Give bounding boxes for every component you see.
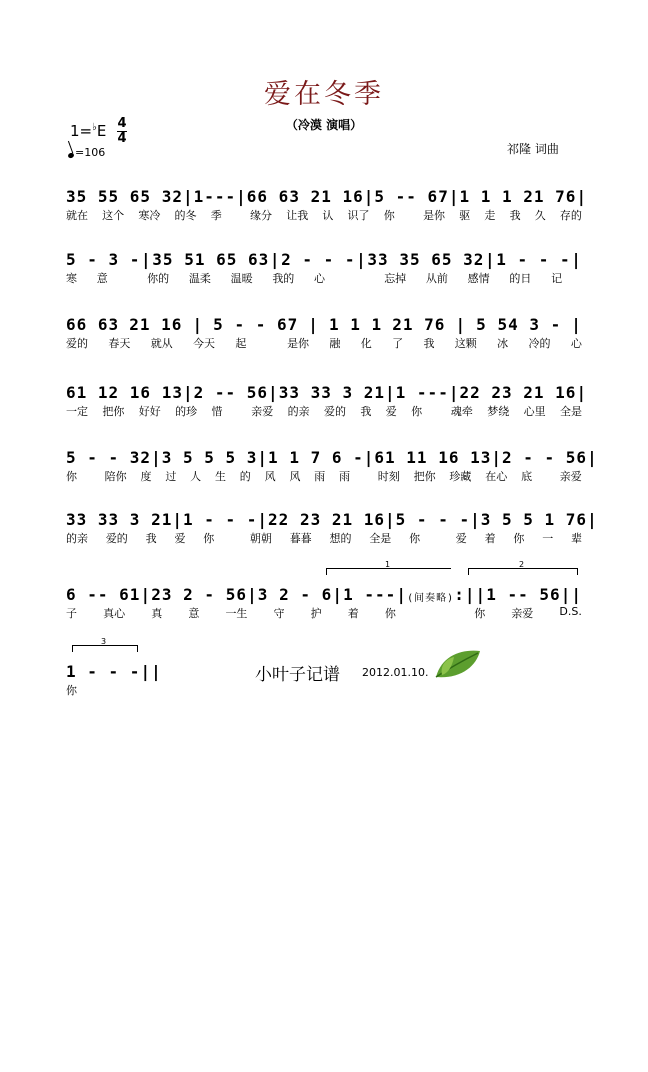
note-group: 1 1 7 6 -	[268, 448, 364, 467]
volta-bracket	[468, 560, 578, 575]
lyric-syllable: 在心	[485, 470, 508, 483]
note-group: 5 - - 32	[66, 448, 152, 467]
lyric-syllable: 一生	[225, 607, 248, 620]
lyric-syllable: 生	[214, 470, 226, 483]
lyrics-row	[66, 468, 582, 484]
leaf-icon	[432, 645, 484, 687]
lyric-syllable: 一	[542, 532, 554, 545]
lyric-syllable: 认	[322, 209, 334, 222]
note-group: 2 -- 56	[193, 383, 269, 402]
lyric-syllable: 寒冷	[138, 209, 161, 222]
lyric-syllable: 风	[289, 470, 301, 483]
lyric-syllable: 心	[314, 272, 326, 285]
note-group: 5 - - 67	[213, 315, 299, 334]
lyric-syllable: 是你	[423, 209, 446, 222]
lyric-syllable: 过	[165, 470, 177, 483]
key-signature: 1=♭E	[70, 122, 107, 140]
barline: |	[485, 250, 496, 269]
volta-number: 1	[385, 560, 391, 569]
note-group: 21 16	[129, 315, 183, 334]
lyric-syllable: 缘分	[250, 209, 273, 222]
lyric-syllable: 暮暮	[289, 532, 312, 545]
note-group: 5 -- 67	[374, 187, 449, 206]
lyric-syllable: 一定	[66, 405, 88, 418]
lyric-syllable: 感情	[467, 272, 490, 285]
note-group: 1 ---	[395, 383, 449, 402]
lyric-syllable: 的冬	[174, 209, 197, 222]
song-title: 爱在冬季	[264, 79, 384, 110]
notation-row	[66, 243, 582, 269]
note-group: 2 - - 56	[502, 448, 588, 467]
lyric-syllable: 把你	[102, 405, 125, 418]
lyric-syllable: 雨	[314, 470, 326, 483]
volta-bracket	[72, 637, 138, 652]
barline: |	[576, 187, 588, 206]
lyric-syllable: 亲爱	[511, 607, 534, 620]
lyric-syllable: 温暖	[230, 272, 253, 285]
lyric-syllable: 我	[509, 209, 521, 222]
lyric-syllable: D.S.	[559, 605, 582, 618]
lyric-syllable: 真	[151, 607, 163, 620]
singer-credit: （冷漠 演唱）	[285, 118, 363, 132]
note-group: 3 5 5 1 76	[480, 510, 588, 529]
note-group: 21 76	[392, 315, 446, 334]
note-group: 1 - - -	[496, 250, 571, 269]
note-group: 33 33 3 21	[66, 510, 173, 529]
lyric-syllable: 雨	[339, 470, 351, 483]
lyric-syllable: 的亲	[287, 405, 310, 418]
lyric-syllable: 全是	[560, 405, 582, 418]
volta-number: 3	[101, 637, 107, 646]
barline: |	[182, 383, 194, 402]
lyric-syllable: 我的	[272, 272, 295, 285]
volta-number: 2	[519, 560, 525, 569]
lyric-syllable: 守	[273, 607, 285, 620]
lyric-syllable: 冰	[497, 337, 509, 350]
lyric-syllable: 着	[484, 532, 496, 545]
barline: |	[356, 250, 367, 269]
lyric-syllable: 朝朝	[249, 532, 272, 545]
lyric-syllable: 爱的	[324, 405, 346, 418]
notation-row	[66, 503, 598, 529]
lyric-syllable: 护	[310, 607, 322, 620]
note-group: 22 23 21 16	[268, 510, 386, 529]
barline: |	[247, 585, 258, 604]
lyric-syllable: 识了	[347, 209, 370, 222]
lyric-syllable: 魂牵	[450, 405, 473, 418]
lyric-syllable: 寒	[66, 272, 77, 285]
notation-row	[66, 655, 162, 681]
barline: |	[455, 315, 467, 334]
note-group: 2 - - -	[281, 250, 356, 269]
lyric-syllable: 你	[409, 532, 421, 545]
lyric-syllable: 辈	[571, 532, 582, 545]
lyric-syllable: 了	[392, 337, 404, 350]
lyric-syllable: 珍藏	[449, 470, 472, 483]
note-group: 3 5 5 5 3	[161, 448, 258, 467]
note-group: 5 - 3 -	[66, 250, 141, 269]
lyric-syllable: 意	[188, 607, 200, 620]
transcriber-signature: 小叶子记谱	[255, 665, 340, 685]
barline: |	[332, 585, 343, 604]
note-group: 1 - - -	[66, 662, 141, 681]
lyric-syllable: 冷的	[528, 337, 551, 350]
volta-bracket	[326, 560, 451, 575]
lyric-syllable: 亲爱	[559, 470, 582, 483]
lyric-syllable: 久	[534, 209, 546, 222]
notation-row	[66, 376, 588, 402]
lyric-syllable: 的珍	[175, 405, 198, 418]
lyric-syllable: 我	[423, 337, 435, 350]
lyrics-row	[66, 682, 86, 698]
barline: |	[385, 383, 396, 402]
lyric-syllable: 爱	[174, 532, 186, 545]
note-group: 33 33 3 21	[278, 383, 386, 402]
barline: |	[470, 510, 481, 529]
lyric-syllable: 的日	[509, 272, 532, 285]
note-group: 1---	[193, 187, 237, 206]
lyric-syllable: 好好	[138, 405, 161, 418]
lyric-syllable: 你的	[147, 272, 170, 285]
note-group: 1 ---	[343, 585, 397, 604]
lyric-syllable: 春天	[108, 337, 131, 350]
lyric-syllable: 陪你	[104, 470, 127, 483]
lyric-syllable: 想的	[329, 532, 352, 545]
barline: |	[587, 510, 598, 529]
barline: |	[141, 250, 152, 269]
note-group: 1 1 1	[329, 315, 383, 334]
note-group: 1 -- 56	[486, 585, 561, 604]
barline: |	[491, 448, 502, 467]
lyric-syllable: 底	[521, 470, 533, 483]
lyric-syllable: 从前	[425, 272, 448, 285]
note-group: 22 23 21 16	[459, 383, 577, 402]
notation-row	[66, 441, 598, 467]
barline: |	[257, 448, 269, 467]
lyric-syllable: 梦绕	[487, 405, 510, 418]
lyric-syllable: 心里	[523, 405, 546, 418]
lyric-syllable: 全是	[369, 532, 392, 545]
note-group: 66 63 21 16	[246, 187, 364, 206]
lyric-syllable: 驱	[459, 209, 471, 222]
barline: ||	[560, 585, 582, 604]
lyric-syllable: 真心	[103, 607, 126, 620]
barline: |	[192, 315, 204, 334]
note-group: 3 2 - 6	[257, 585, 333, 604]
barline: |	[268, 383, 279, 402]
barline: |	[269, 250, 281, 269]
barline: ||	[140, 662, 162, 681]
barline: |	[182, 187, 194, 206]
lyric-syllable: 爱	[455, 532, 467, 545]
lyrics-row	[66, 207, 582, 223]
barline: |	[576, 383, 588, 402]
lyric-syllable: 子	[66, 607, 77, 620]
lyric-syllable: 你	[66, 470, 77, 483]
lyric-syllable: 是你	[287, 337, 310, 350]
lyric-syllable: 你	[66, 684, 77, 697]
composer-credit: 祁隆 词曲	[507, 142, 559, 156]
lyric-syllable: 的亲	[66, 532, 88, 545]
note-group: (间奏略)	[407, 593, 455, 604]
barline: |	[571, 250, 582, 269]
lyrics-row	[66, 403, 582, 419]
barline: |	[257, 510, 269, 529]
note-group: 35 55 65 32	[66, 187, 183, 206]
tempo-marking: =106	[68, 146, 105, 159]
lyric-syllable: 时刻	[377, 470, 400, 483]
note-group: 61 11 16 13	[374, 448, 492, 467]
lyric-syllable: 温柔	[188, 272, 211, 285]
barline: |	[172, 510, 183, 529]
lyric-syllable: 你	[203, 532, 215, 545]
note-group: 61 12 16 13	[66, 383, 183, 402]
lyric-syllable: 你	[513, 532, 525, 545]
lyric-syllable: 的	[239, 470, 251, 483]
lyric-syllable: 我	[360, 405, 372, 418]
lyric-syllable: 忘掉	[384, 272, 407, 285]
notation-row	[66, 180, 588, 206]
lyric-syllable: 你	[474, 607, 486, 620]
lyric-syllable: 着	[347, 607, 359, 620]
barline: |	[308, 315, 319, 334]
lyric-syllable: 风	[264, 470, 276, 483]
lyric-syllable: 把你	[413, 470, 436, 483]
lyric-syllable: 存的	[559, 209, 582, 222]
barline: |	[571, 315, 582, 334]
lyric-syllable: 这颗	[454, 337, 477, 350]
lyric-syllable: 化	[360, 337, 372, 350]
barline: |	[151, 448, 162, 467]
lyric-syllable: 融	[329, 337, 341, 350]
lyric-syllable: 就在	[66, 209, 88, 222]
lyric-syllable: 度	[140, 470, 152, 483]
barline: |	[236, 187, 247, 206]
lyrics-row	[66, 530, 582, 546]
lyric-syllable: 我	[145, 532, 157, 545]
lyric-syllable: 爱的	[105, 532, 128, 545]
lyric-syllable: 起	[235, 337, 247, 350]
note-group: 1 - - -	[182, 510, 258, 529]
note-group: 5 - - -	[395, 510, 471, 529]
barline: |	[448, 187, 460, 206]
lyric-syllable: 让我	[286, 209, 309, 222]
lyric-syllable: 爱	[385, 405, 397, 418]
lyric-syllable: 爱的	[66, 337, 88, 350]
lyric-syllable: 季	[210, 209, 222, 222]
quarter-note-icon	[67, 152, 74, 159]
lyric-syllable: 心	[570, 337, 582, 350]
barline: |	[140, 585, 152, 604]
barline: :||	[454, 585, 487, 604]
note-group: 66 63	[66, 315, 120, 334]
lyric-syllable: 你	[411, 405, 423, 418]
transcribe-date: 2012.01.10.	[362, 666, 429, 679]
note-group: 6 -- 61	[66, 585, 141, 604]
lyric-syllable: 就从	[150, 337, 173, 350]
barline: |	[396, 585, 407, 604]
lyrics-row	[66, 335, 582, 351]
lyric-syllable: 亲爱	[251, 405, 274, 418]
barline: |	[363, 448, 375, 467]
note-group: 35 51 65 63	[152, 250, 270, 269]
lyric-syllable: 你	[383, 209, 395, 222]
note-group: 23 2 - 56	[151, 585, 247, 604]
barline: |	[587, 448, 598, 467]
lyric-syllable: 记	[551, 272, 563, 285]
lyric-syllable: 这个	[102, 209, 125, 222]
notation-row	[66, 308, 582, 334]
lyric-syllable: 意	[96, 272, 108, 285]
barline: |	[448, 383, 460, 402]
barline: |	[385, 510, 396, 529]
note-group: 1 1 1 21 76	[459, 187, 577, 206]
lyric-syllable: 你	[384, 607, 396, 620]
lyrics-row	[66, 605, 582, 621]
notation-row	[66, 578, 582, 604]
lyric-syllable: 惜	[211, 405, 223, 418]
lyrics-row	[66, 270, 582, 286]
note-group: 33 35 65 32	[367, 250, 485, 269]
lyric-syllable: 今天	[193, 337, 216, 350]
barline: |	[363, 187, 375, 206]
lyric-syllable: 走	[484, 209, 496, 222]
time-signature: 4 4	[117, 116, 127, 146]
note-group: 5 54 3 -	[476, 315, 562, 334]
lyric-syllable: 人	[190, 470, 202, 483]
